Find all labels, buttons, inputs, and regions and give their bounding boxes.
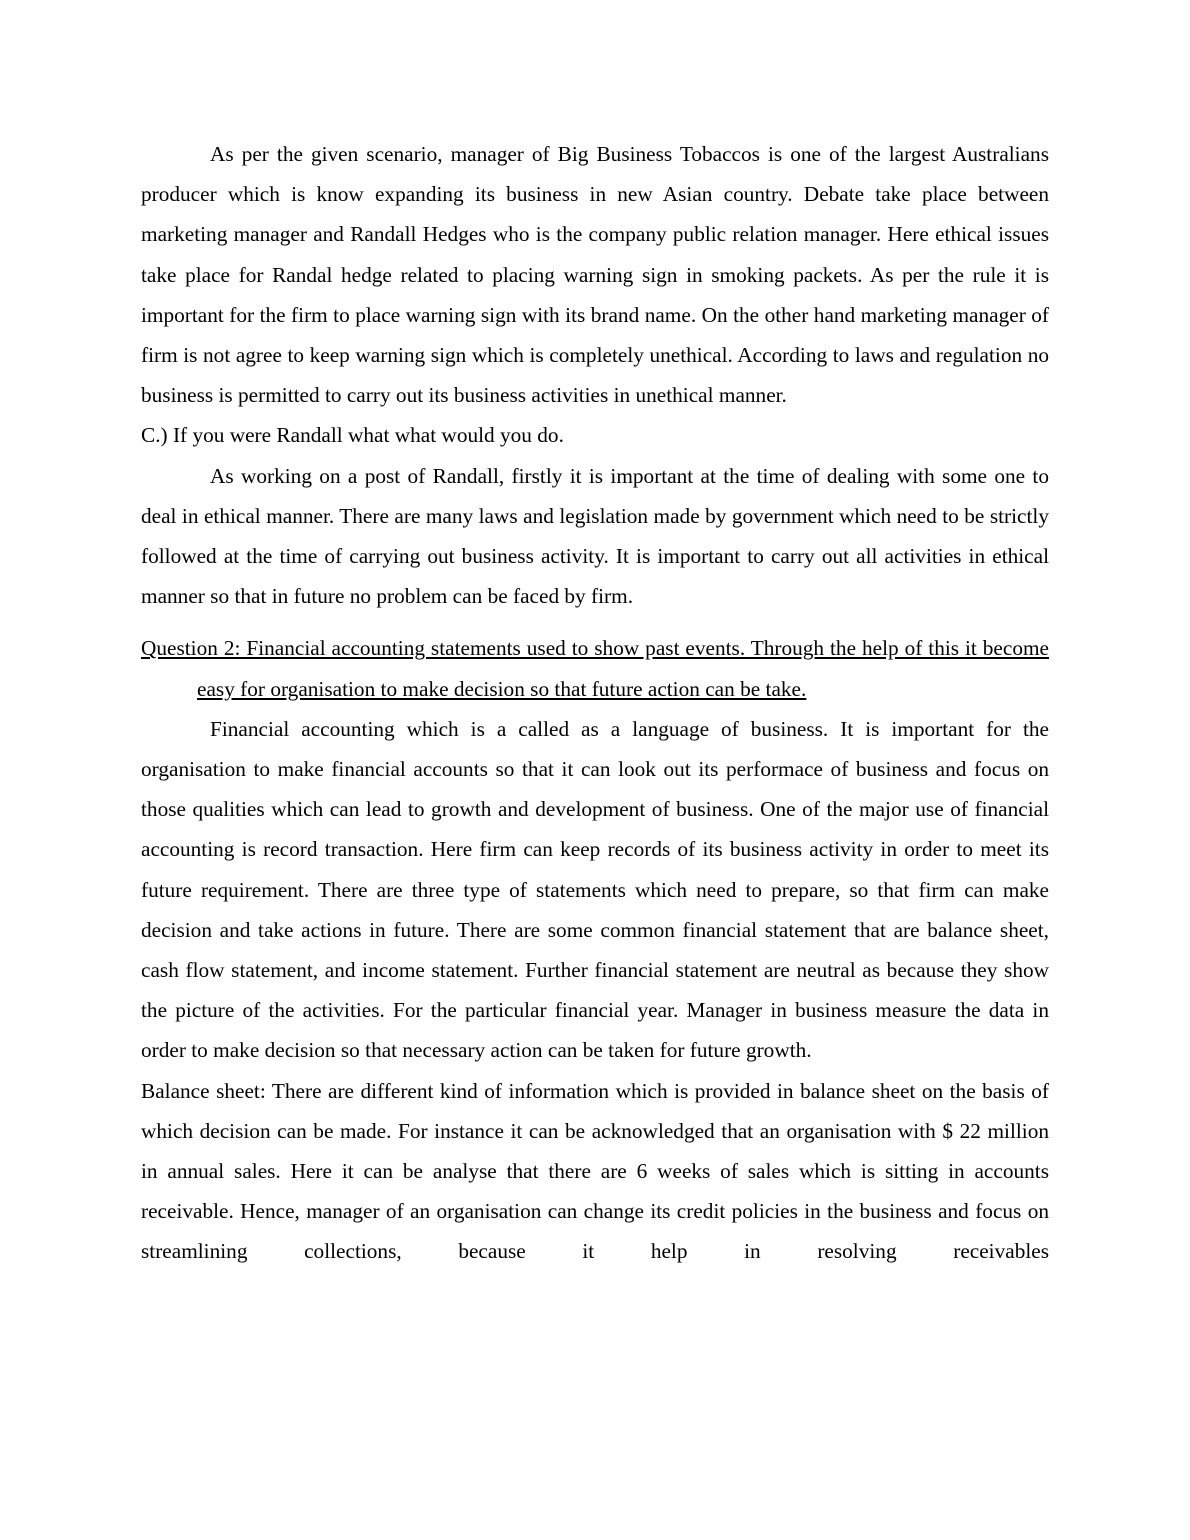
randall-response-paragraph: As working on a post of Randall, firstly it is important at the time of dealing with some one to deal in ethical manner. There are many laws and legislation made by government which need to be strictly followed at the time of carrying out business activity. It is important to carry out all activities in ethical manner so that in future no problem can be faced by firm. [141, 463, 1049, 609]
document-page [141, 134, 1049, 1272]
balance-sheet-paragraph: Balance sheet: There are different kind of information which is provided in balance sheet on the basis of which decision can be made. For instance it can be acknowledged that an organisation with $ 22 million in annual sales. Here it can be analyse that there are 6 weeks of sales which is sitting in accounts receivable. Hence, manager of an organisation can change its credit policies in the business and focus on streamlining collections, because it help in resolving receivables [141, 1078, 1049, 1264]
financial-accounting-paragraph: Financial accounting which is a called as a language of business. It is important for the organisation to make financial accounts so that it can look out its performace of business and focus on those qualities which can lead to growth and development of business. One of the major use of financial accounting is record transaction. Here firm can keep records of its business activity in order to meet its future requirement. There are three type of statements which need to prepare, so that firm can make decision and take actions in future. There are some common financial statement that are balance sheet, cash flow statement, and income statement. Further financial statement are neutral as because they show the picture of the activities. For the particular financial year. Manager in business measure the data in order to make decision so that necessary action can be taken for future growth. [141, 716, 1049, 1063]
scenario-paragraph: As per the given scenario, manager of Big Business Tobaccos is one of the largest Australians producer which is know expanding its business in new Asian country. Debate take place between marketing manager and Randall Hedges who is the company public relation manager. Here ethical issues take place for Randal hedge related to placing warning sign in smoking packets. As per the rule it is important for the firm to place warning sign with its brand name. On the other hand marketing manager of firm is not agree to keep warning sign which is completely unethical. According to laws and regulation no business is permitted to carry out its business activities in unethical manner. [141, 142, 1049, 408]
subheading-c: C.) If you were Randall what what would you do. [141, 423, 564, 448]
question-2-heading: Question 2: Financial accounting statements used to show past events. Through the help of this it become easy for organisation to make decision so that future action can be take. [141, 636, 1049, 701]
